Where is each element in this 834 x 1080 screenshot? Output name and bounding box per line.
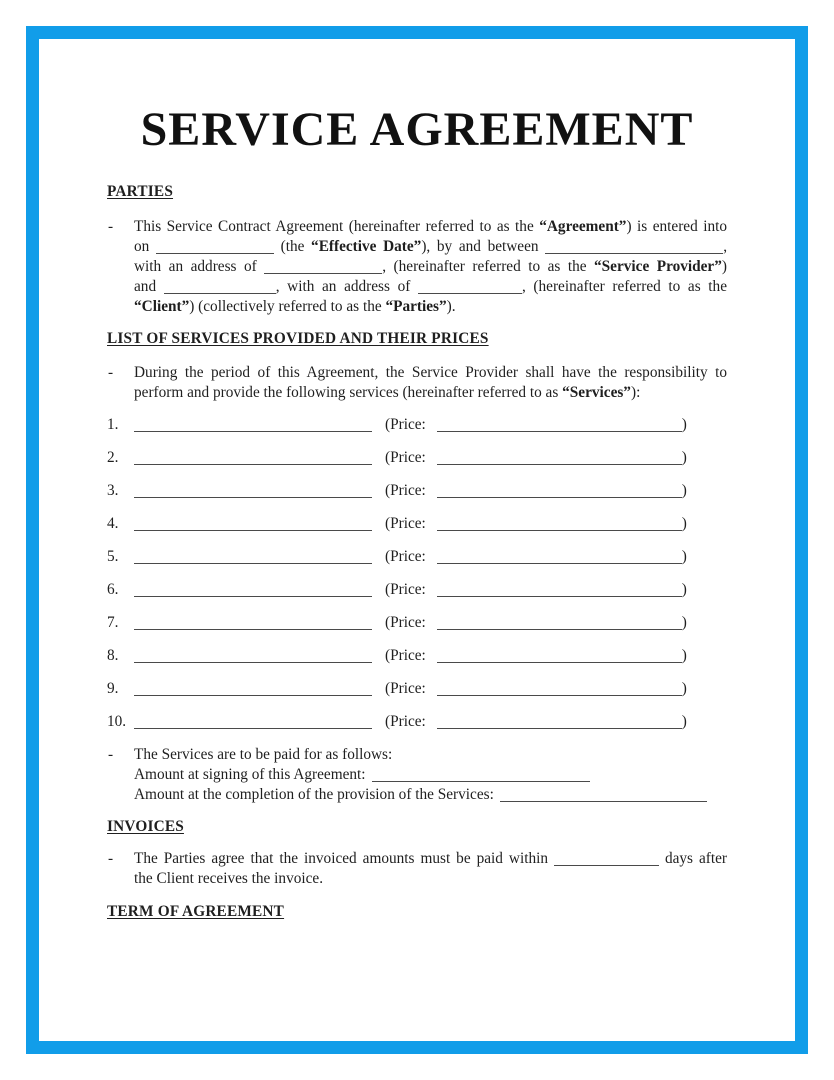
service-row <box>107 712 727 732</box>
blank-client-name[interactable] <box>164 279 276 294</box>
price-label: (Price: <box>385 680 426 697</box>
service-row <box>107 514 727 534</box>
price-close-paren: ) <box>681 482 687 499</box>
service-9-price-blank[interactable] <box>437 681 682 696</box>
service-3-price-blank[interactable] <box>437 483 682 498</box>
parties-clause-line-2: on (the “Effective Date”), by and between , <box>134 238 728 255</box>
service-number: 3. <box>107 482 119 499</box>
blank-client-address[interactable] <box>418 279 522 294</box>
parties-clause-line-5: “Client”) (collectively referred to as the “Parties”). <box>134 298 456 315</box>
dash-bullet: - <box>108 746 114 763</box>
service-4-price-blank[interactable] <box>437 516 682 531</box>
service-8-price-blank[interactable] <box>437 648 682 663</box>
parties-clause-line-1: This Service Contract Agreement (hereinafter referred to as the “Agreement”) is entered into <box>134 218 727 235</box>
service-row <box>107 415 727 435</box>
service-number: 5. <box>107 548 119 565</box>
section-heading-term: TERM OF AGREEMENT <box>107 903 285 920</box>
price-label: (Price: <box>385 548 426 565</box>
service-number: 1. <box>107 416 119 433</box>
service-number: 9. <box>107 680 119 697</box>
service-number: 10. <box>107 713 127 730</box>
service-row <box>107 448 727 468</box>
section-heading-parties: PARTIES <box>107 183 174 200</box>
service-1-name-blank[interactable] <box>134 417 372 432</box>
service-7-price-blank[interactable] <box>437 615 682 630</box>
parties-clause-line-3: with an address of , (hereinafter referred to as the “Service Provider”) <box>134 258 727 275</box>
price-label: (Price: <box>385 515 426 532</box>
agreement-page <box>39 39 795 1041</box>
price-close-paren: ) <box>681 515 687 532</box>
invoices-clause-line-2: the Client receives the invoice. <box>134 870 324 887</box>
price-close-paren: ) <box>681 581 687 598</box>
service-2-price-blank[interactable] <box>437 450 682 465</box>
parties-clause <box>107 217 727 317</box>
price-close-paren: ) <box>681 680 687 697</box>
service-2-name-blank[interactable] <box>134 450 372 465</box>
service-number: 4. <box>107 515 119 532</box>
payment-signing-line: Amount at signing of this Agreement: <box>134 765 727 785</box>
price-label: (Price: <box>385 449 426 466</box>
service-row <box>107 646 727 666</box>
service-6-price-blank[interactable] <box>437 582 682 597</box>
invoices-clause <box>107 849 727 889</box>
service-6-name-blank[interactable] <box>134 582 372 597</box>
service-number: 6. <box>107 581 119 598</box>
blank-amount-signing[interactable] <box>372 767 590 782</box>
service-number: 2. <box>107 449 119 466</box>
service-number: 7. <box>107 614 119 631</box>
blank-service-provider-address[interactable] <box>264 259 382 274</box>
services-intro <box>107 363 727 403</box>
price-label: (Price: <box>385 647 426 664</box>
services-intro-line-2: perform and provide the following services (hereinafter referred to as “Services”): <box>134 384 641 401</box>
term-effective-date-bold: “Effective Date” <box>311 238 422 255</box>
service-4-name-blank[interactable] <box>134 516 372 531</box>
blank-amount-completion[interactable] <box>500 787 707 802</box>
invoices-clause-line-1: The Parties agree that the invoiced amounts must be paid within days after <box>134 850 727 867</box>
term-client-bold: “Client” <box>134 298 190 315</box>
blank-service-provider-name[interactable] <box>545 239 723 254</box>
price-label: (Price: <box>385 614 426 631</box>
term-services-bold: “Services” <box>562 384 631 401</box>
services-intro-line-1: During the period of this Agreement, the Service Provider shall have the responsibility to <box>134 364 727 381</box>
section-heading-invoices: INVOICES <box>107 818 184 835</box>
service-8-name-blank[interactable] <box>134 648 372 663</box>
payment-completion-line: Amount at the completion of the provision of the Services: <box>134 785 727 805</box>
price-close-paren: ) <box>681 449 687 466</box>
services-list <box>107 415 727 732</box>
blank-payment-days[interactable] <box>554 851 659 866</box>
service-5-name-blank[interactable] <box>134 549 372 564</box>
term-agreement-bold: “Agreement” <box>539 218 627 235</box>
service-5-price-blank[interactable] <box>437 549 682 564</box>
dash-bullet: - <box>108 364 114 381</box>
price-close-paren: ) <box>681 548 687 565</box>
price-label: (Price: <box>385 482 426 499</box>
dash-bullet: - <box>108 850 114 867</box>
price-close-paren: ) <box>681 416 687 433</box>
payment-terms <box>107 745 727 805</box>
blank-effective-date[interactable] <box>156 239 274 254</box>
service-10-name-blank[interactable] <box>134 714 372 729</box>
service-row <box>107 613 727 633</box>
price-label: (Price: <box>385 416 426 433</box>
page-title: SERVICE AGREEMENT <box>140 103 694 156</box>
service-10-price-blank[interactable] <box>437 714 682 729</box>
service-row <box>107 481 727 501</box>
price-label: (Price: <box>385 713 426 730</box>
section-heading-services: LIST OF SERVICES PROVIDED AND THEIR PRICES <box>107 330 489 347</box>
payment-intro-line: The Services are to be paid for as follows: <box>134 746 393 763</box>
term-parties-bold: “Parties” <box>385 298 447 315</box>
service-3-name-blank[interactable] <box>134 483 372 498</box>
price-close-paren: ) <box>681 647 687 664</box>
service-7-name-blank[interactable] <box>134 615 372 630</box>
term-service-provider-bold: “Service Provider” <box>594 258 722 275</box>
service-9-name-blank[interactable] <box>134 681 372 696</box>
service-row <box>107 580 727 600</box>
service-1-price-blank[interactable] <box>437 417 682 432</box>
price-close-paren: ) <box>681 614 687 631</box>
service-number: 8. <box>107 647 119 664</box>
parties-clause-line-4: and , with an address of , (hereinafter referred to as the <box>134 278 727 295</box>
dash-bullet: - <box>108 218 114 235</box>
service-row <box>107 547 727 567</box>
price-close-paren: ) <box>681 713 687 730</box>
service-row <box>107 679 727 699</box>
price-label: (Price: <box>385 581 426 598</box>
